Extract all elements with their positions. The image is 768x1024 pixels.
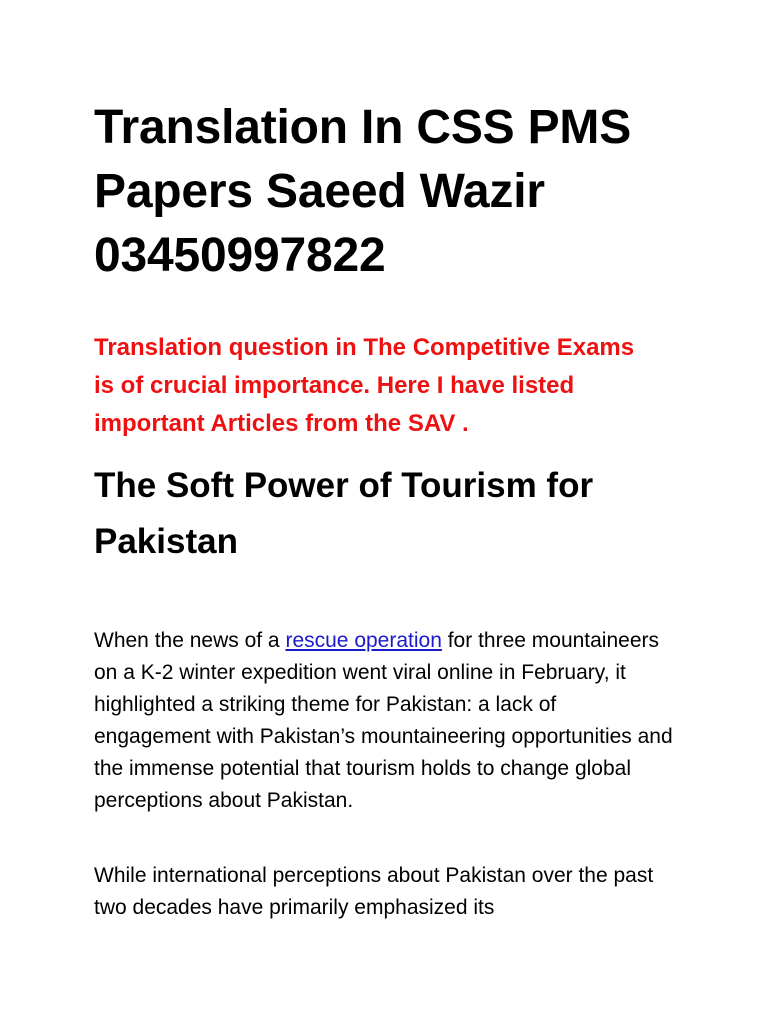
paragraph-1	[94, 625, 674, 817]
intro-text: Translation question in The Competitive Exams is of crucial importance. Here I have listed important Articles from the SAV .	[94, 334, 635, 437]
paragraph-1-after-link: for three mountaineers on a K-2 winter expedition went viral online in February, it highlighted a striking theme for Pakistan: a lack of engagement with Pakistan’s mountaineering opportunities and the immense potential that tourism holds to change global perceptions about Pakistan.	[94, 629, 673, 812]
article-title: The Soft Power of Tourism for Pakistan	[94, 466, 594, 561]
paragraph-1-before-link: When the news of a	[94, 629, 286, 652]
rescue-operation-link[interactable]: rescue operation	[285, 629, 442, 652]
paragraph-2: While international perceptions about Pakistan over the past two decades have primarily emphasized its	[94, 864, 654, 919]
document-title: Translation In CSS PMS Papers Saeed Wazir 03450997822	[94, 101, 632, 282]
